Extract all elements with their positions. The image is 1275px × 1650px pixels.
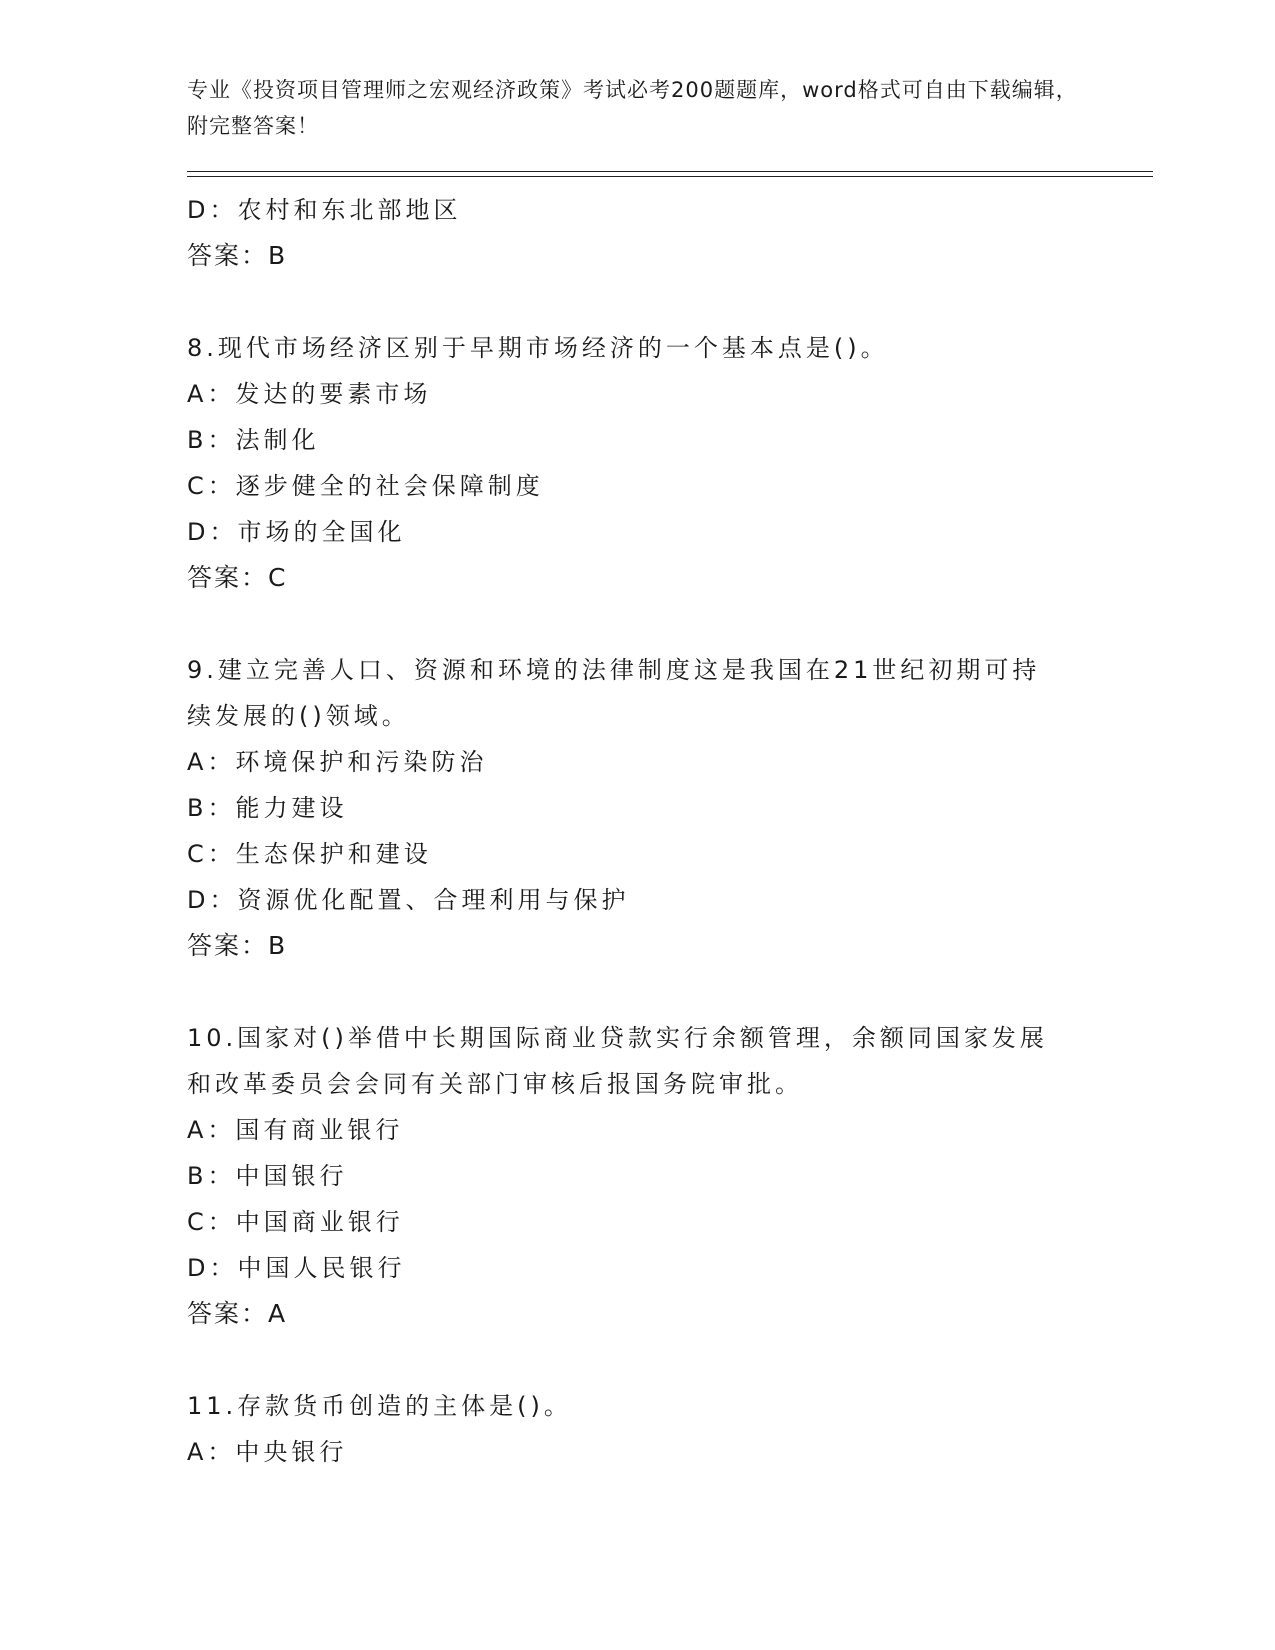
question-10: [187, 1015, 1087, 1337]
option-d: D：中国人民银行: [187, 1254, 406, 1282]
header-rule-top: [187, 171, 1153, 172]
option-b: B：能力建设: [187, 794, 348, 822]
option-c: C：逐步健全的社会保障制度: [187, 472, 544, 500]
option-d: D：资源优化配置、合理利用与保护: [187, 886, 630, 914]
option-b: B：中国银行: [187, 1162, 348, 1190]
option-c: C：中国商业银行: [187, 1208, 404, 1236]
question-list: [187, 187, 1087, 1475]
prev-option-d: D：农村和东北部地区: [187, 196, 462, 224]
header-rule-bottom: [187, 176, 1153, 177]
question-8: [187, 325, 1087, 601]
option-b: B：法制化: [187, 426, 320, 454]
question-text: 11.存款货币创造的主体是()。: [187, 1392, 572, 1420]
option-a: A：中央银行: [187, 1438, 348, 1466]
prev-answer: 答案：B: [187, 241, 288, 270]
option-a: A：环境保护和污染防治: [187, 748, 488, 776]
answer: 答案：A: [187, 1299, 288, 1328]
option-a: A：国有商业银行: [187, 1116, 404, 1144]
question-text: 10.国家对()举借中长期国际商业贷款实行余额管理，余额同国家发展和改革委员会会同有关部门审核后报国务院审批。: [187, 1024, 1048, 1098]
question-text: 9.建立完善人口、资源和环境的法律制度这是我国在21世纪初期可持续发展的()领域。: [187, 656, 1041, 730]
option-c: C：生态保护和建设: [187, 840, 432, 868]
option-a: A：发达的要素市场: [187, 380, 432, 408]
option-d: D：市场的全国化: [187, 518, 406, 546]
answer: 答案：C: [187, 563, 288, 592]
question-9: [187, 647, 1087, 969]
question-text: 8.现代市场经济区别于早期市场经济的一个基本点是()。: [187, 334, 889, 362]
answer: 答案：B: [187, 931, 288, 960]
question-11: [187, 1383, 1087, 1475]
document-header: 专业《投资项目管理师之宏观经济政策》考试必考200题题库，word格式可自由下载编辑，附完整答案！: [187, 78, 1078, 138]
